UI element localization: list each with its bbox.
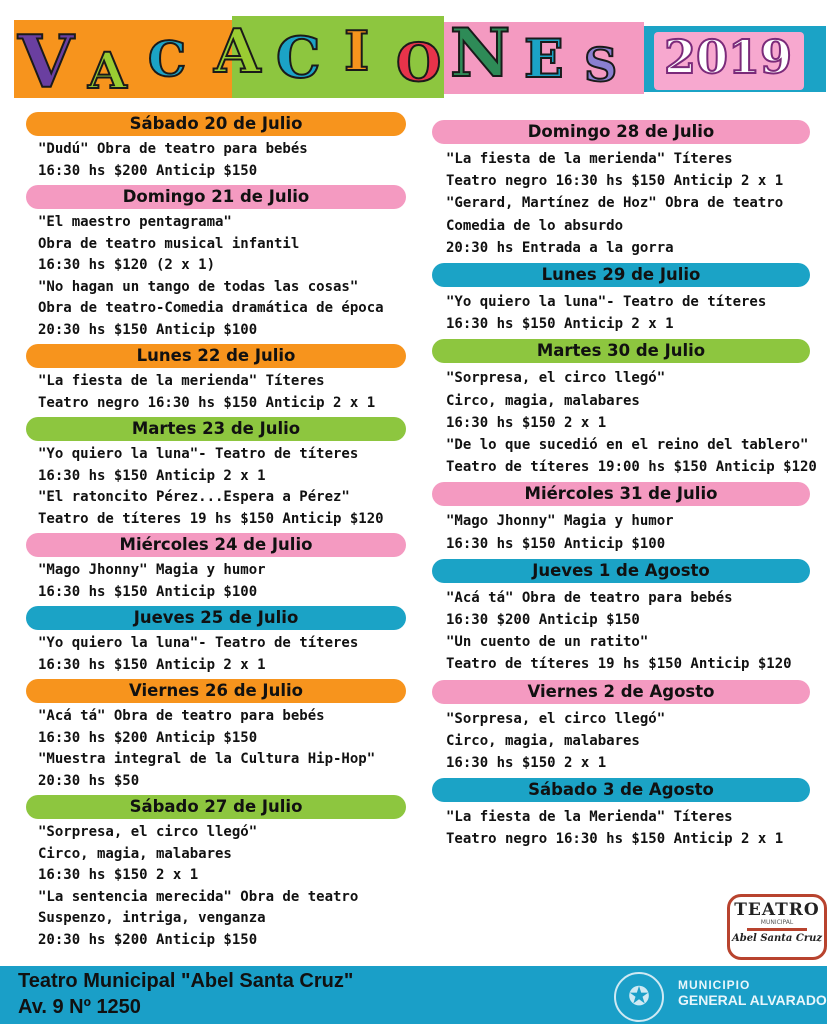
day-header: Martes 30 de Julio <box>432 339 810 363</box>
event-line: 16:30 hs $150 2 x 1 <box>38 867 199 883</box>
logo-divider <box>747 928 807 931</box>
event-line: "Un cuento de un ratito" <box>446 634 649 651</box>
event-line: "Yo quiero la luna"- Teatro de títeres <box>38 446 359 462</box>
event-line: 16:30 hs $150 Anticip $100 <box>446 535 666 552</box>
event-line: Circo, magia, malabares <box>38 845 232 862</box>
event-line: "La fiesta de la merienda" Títeres <box>38 373 325 389</box>
event-line: "Sorpresa, el circo llegó" <box>446 370 666 387</box>
title-letter: S <box>584 38 618 92</box>
event-line: 16:30 hs $150 2 x 1 <box>446 755 607 771</box>
title-banner <box>14 14 826 104</box>
day-header: Lunes 29 de Julio <box>432 263 810 287</box>
event-line: 16:30 hs $150 Anticip $100 <box>38 583 258 600</box>
event-line: 16:30 hs $150 Anticip 2 x 1 <box>38 656 266 673</box>
title-letter: C <box>148 32 187 88</box>
title-letter: O <box>396 33 442 94</box>
event-line: Obra de teatro musical infantil <box>38 235 300 252</box>
event-line: "El ratoncito Pérez...Espera a Pérez" <box>38 489 350 505</box>
event-line: "Sorpresa, el circo llegó" <box>446 710 666 727</box>
day-header: Martes 23 de Julio <box>26 417 406 441</box>
event-line: 16:30 $200 Anticip $150 <box>446 612 640 628</box>
day-header: Domingo 28 de Julio <box>432 120 810 144</box>
event-line: Circo, magia, malabares <box>446 732 640 749</box>
event-line: "Sorpresa, el circo llegó" <box>38 824 258 840</box>
event-line: "Yo quiero la luna"- Teatro de títeres <box>38 635 359 651</box>
event-line: "Yo quiero la luna"- Teatro de títeres <box>446 294 767 310</box>
event-line: 20:30 hs Entrada a la gorra <box>446 239 674 256</box>
event-line: 16:30 hs $200 Anticip $150 <box>38 162 258 179</box>
title-letter: N <box>450 14 511 92</box>
event-line: "Mago Jhonny" Magia y humor <box>38 562 266 578</box>
event-line: Teatro negro 16:30 hs $150 Anticip 2 x 1 <box>446 173 784 190</box>
municipio-seal-icon: ✪ <box>614 972 664 1022</box>
event-line: Teatro negro 16:30 hs $150 Anticip 2 x 1 <box>446 831 784 848</box>
title-letter: A <box>88 41 127 100</box>
venue-name: Teatro Municipal "Abel Santa Cruz" <box>18 970 354 992</box>
title-letter: A <box>214 17 261 87</box>
event-line: "La sentencia merecida" Obra de teatro <box>38 888 359 905</box>
event-line: 16:30 hs $120 (2 x 1) <box>38 257 216 273</box>
logo-title: TEATRO <box>734 900 820 920</box>
event-line: Comedia de lo absurdo <box>446 217 624 234</box>
event-line: Teatro de títeres 19 hs $150 Anticip $120 <box>446 656 792 673</box>
event-line: "La fiesta de la merienda" Títeres <box>446 151 733 167</box>
event-line: "El maestro pentagrama" <box>38 214 232 230</box>
event-line: "Gerard, Martínez de Hoz" Obra de teatro <box>446 195 784 212</box>
event-line: Teatro negro 16:30 hs $150 Anticip 2 x 1 <box>38 394 376 411</box>
day-header: Sábado 20 de Julio <box>26 112 406 136</box>
event-line: Teatro de títeres 19 hs $150 Anticip $120 <box>38 510 384 527</box>
municipio-name: GENERAL ALVARADO <box>678 992 827 1008</box>
title-year: 2019 <box>664 30 793 84</box>
day-header: Miércoles 24 de Julio <box>26 533 406 557</box>
day-header: Jueves 25 de Julio <box>26 606 406 630</box>
day-header: Domingo 21 de Julio <box>26 185 406 209</box>
title-letter: V <box>18 19 74 104</box>
event-line: Suspenzo, intriga, venganza <box>38 910 266 926</box>
title-letter: C <box>276 25 321 91</box>
day-header: Sábado 3 de Agosto <box>432 778 810 802</box>
event-line: 16:30 hs $150 Anticip 2 x 1 <box>446 316 674 333</box>
event-line: "Muestra integral de la Cultura Hip-Hop" <box>38 751 376 767</box>
event-line: 16:30 hs $200 Anticip $150 <box>38 729 258 746</box>
event-line: "Dudú" Obra de teatro para bebés <box>38 141 308 157</box>
logo-name: Abel Santa Cruz <box>731 933 823 944</box>
event-line: 20:30 hs $50 <box>38 772 140 789</box>
footer <box>0 966 827 1024</box>
logo-subtitle: MUNICIPAL <box>760 919 794 926</box>
title-letter: I <box>344 19 370 83</box>
event-line: "La fiesta de la Merienda" Títeres <box>446 809 733 826</box>
event-line: "No hagan un tango de todas las cosas" <box>38 278 359 295</box>
day-header: Viernes 2 de Agosto <box>432 680 810 704</box>
day-header: Sábado 27 de Julio <box>26 795 406 819</box>
day-header: Miércoles 31 de Julio <box>432 482 810 506</box>
event-line: Teatro de títeres 19:00 hs $150 Anticip $120 <box>446 459 817 476</box>
event-line: "Acá tá" Obra de teatro para bebés <box>38 708 325 724</box>
day-header: Lunes 22 de Julio <box>26 344 406 368</box>
day-header: Viernes 26 de Julio <box>26 679 406 703</box>
event-line: "Mago Jhonny" Magia y humor <box>446 513 674 530</box>
venue-address: Av. 9 Nº 1250 <box>18 996 141 1018</box>
teatro-logo <box>727 894 827 960</box>
event-line: 16:30 hs $150 Anticip 2 x 1 <box>38 467 266 484</box>
municipio-label: MUNICIPIO <box>678 978 751 992</box>
event-line: 16:30 hs $150 2 x 1 <box>446 414 607 431</box>
event-line: 20:30 hs $200 Anticip $150 <box>38 931 258 948</box>
event-line: Circo, magia, malabares <box>446 392 640 409</box>
event-line: "Acá tá" Obra de teatro para bebés <box>446 589 733 606</box>
event-line: 20:30 hs $150 Anticip $100 <box>38 321 258 338</box>
event-line: Obra de teatro-Comedia dramática de época <box>38 300 384 316</box>
day-header: Jueves 1 de Agosto <box>432 559 810 583</box>
title-letter: E <box>524 29 564 90</box>
event-line: "De lo que sucedió en el reino del tablero" <box>446 437 809 453</box>
